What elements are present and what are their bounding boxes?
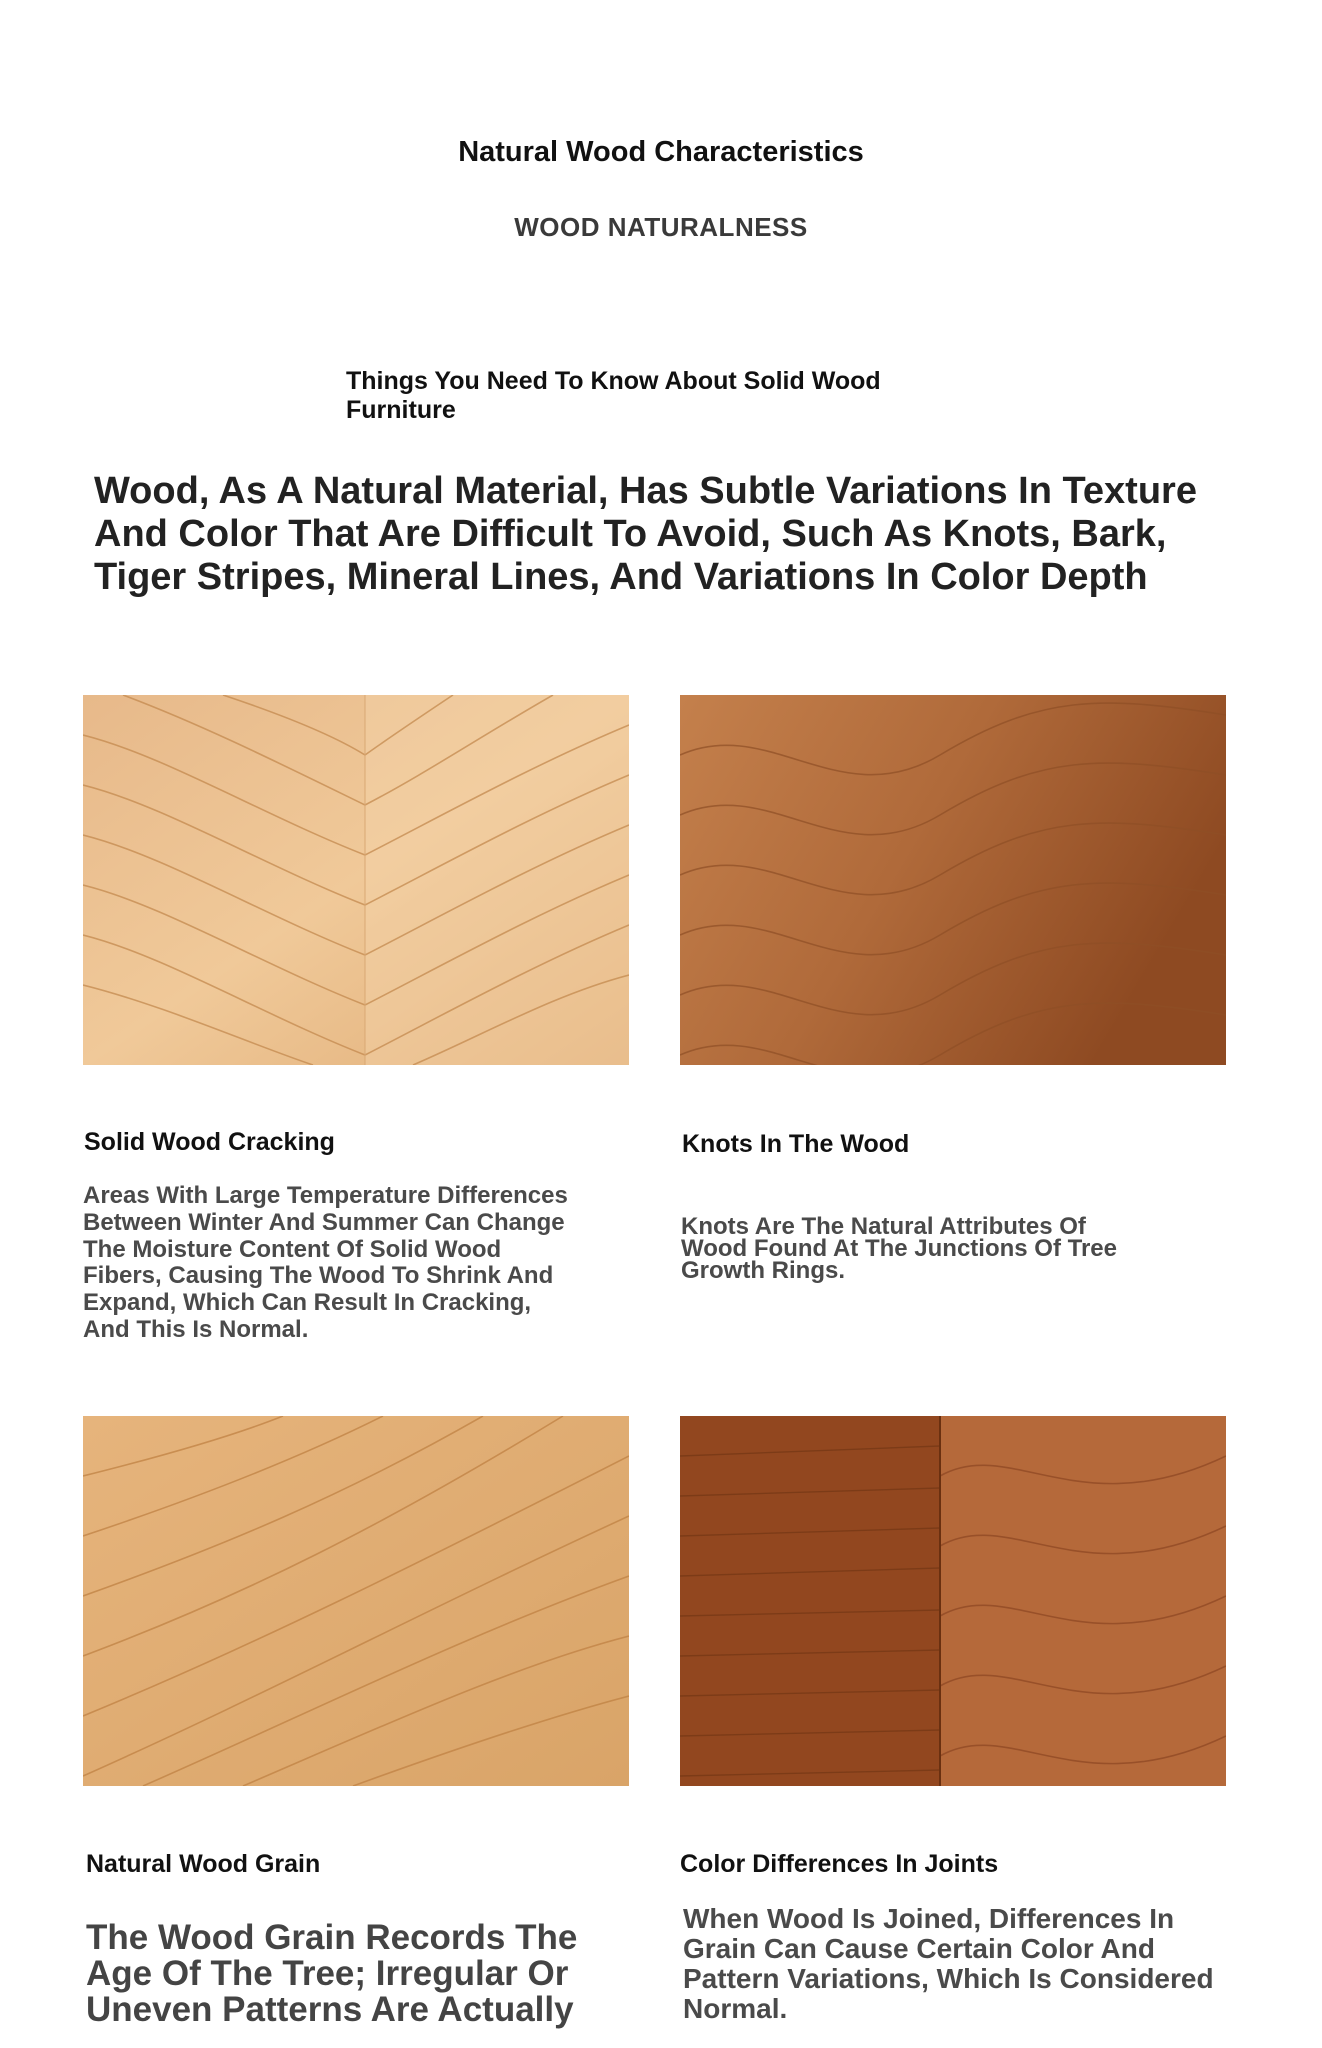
cracking-text: Areas With Large Temperature Differences Between Winter And Summer Can Change The Moisture Content Of Solid Wood Fibers, Causing The Wood To Shrink And Expand, Which Can Result In Cracking, And This Is Normal.	[83, 1182, 568, 1343]
wood-grain-photo	[83, 1416, 629, 1786]
knots-title: Knots In The Wood	[682, 1130, 910, 1158]
wood-knots-photo	[680, 695, 1226, 1065]
cracking-title: Solid Wood Cracking	[84, 1128, 335, 1156]
joints-text: When Wood Is Joined, Differences In Grain Can Cause Certain Color And Pattern Variations, Which Is Considered Normal.	[683, 1903, 1214, 2024]
knots-text: Knots Are The Natural Attributes Of Wood Found At The Junctions Of Tree Growth Rings.	[681, 1213, 1117, 1284]
section-heading: Things You Need To Know About Solid Wood Furniture	[346, 367, 881, 424]
grain-text: The Wood Grain Records The Age Of The Tree; Irregular Or Uneven Patterns Are Actually	[86, 1918, 578, 2029]
wood-joints-photo	[680, 1416, 1226, 1786]
page-subtitle: WOOD NATURALNESS	[514, 212, 808, 242]
wood-cracking-photo	[83, 695, 629, 1065]
intro-paragraph: Wood, As A Natural Material, Has Subtle Variations In Texture And Color That Are Difficult To Avoid, Such As Knots, Bark, Tiger Stripes, Mineral Lines, And Variations In Color Depth	[94, 470, 1197, 598]
joints-title: Color Differences In Joints	[680, 1850, 999, 1878]
grain-title: Natural Wood Grain	[86, 1850, 321, 1878]
page-title: Natural Wood Characteristics	[458, 136, 864, 168]
